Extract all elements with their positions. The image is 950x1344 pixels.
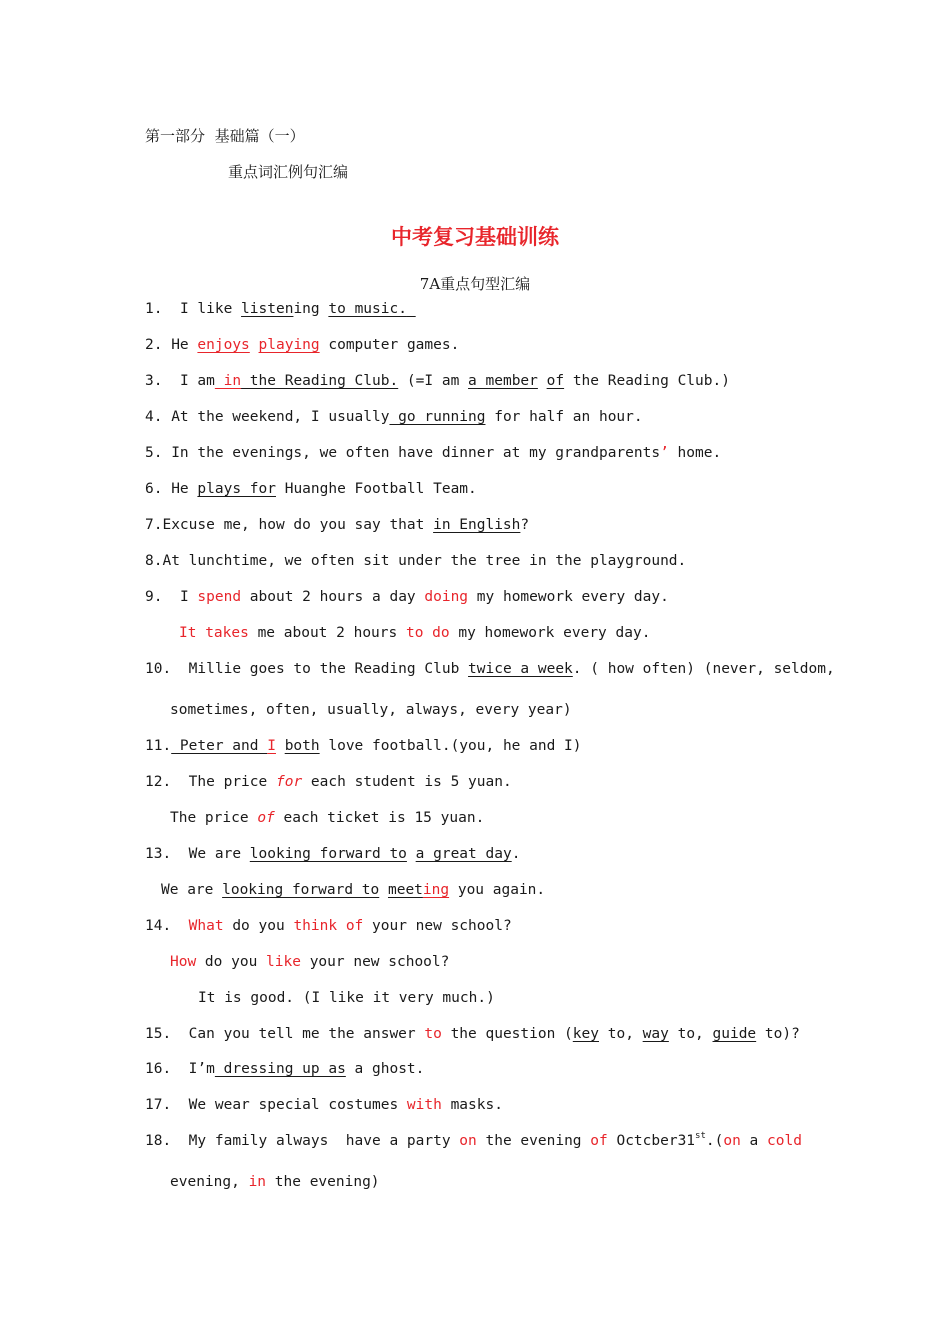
text-fragment: 18. [145, 1133, 172, 1149]
text-fragment: a ghost. [345, 1061, 425, 1077]
text-fragment [407, 301, 416, 317]
sentence-15 [145, 1024, 800, 1044]
text-fragment: My family always have a party [188, 1133, 460, 1149]
text-fragment: 6. [145, 481, 163, 497]
sentence-13 [145, 844, 520, 864]
text-fragment: He [171, 481, 198, 497]
sentence-14-answer [198, 988, 495, 1008]
part-heading [145, 126, 305, 146]
text-fragment: to music. [328, 301, 407, 317]
text-fragment: me about 2 hours [248, 625, 406, 641]
text-fragment: looking forward to [222, 882, 380, 898]
text-fragment: 1. [145, 301, 163, 317]
text-fragment: Can you tell me the answer [188, 1026, 425, 1042]
text-fragment: home. [668, 445, 722, 461]
text-fragment: What [188, 918, 224, 934]
text-fragment: It is good. (I like it very much.) [198, 990, 495, 1006]
sentence-4 [145, 407, 643, 427]
section-heading: 重点词汇例句汇编 [228, 163, 349, 181]
text-fragment: spend [197, 589, 242, 605]
text-fragment: I am [179, 373, 215, 389]
sentence-18-cont [170, 1172, 380, 1192]
text-fragment: 4. [145, 409, 163, 425]
text-fragment: plays for [197, 481, 276, 497]
text-fragment: a great day [415, 846, 512, 862]
text-fragment: 17. [145, 1097, 172, 1113]
text-fragment: 13. [145, 846, 172, 862]
sentence-5 [145, 443, 721, 463]
text-fragment: 10. [145, 661, 172, 677]
text-fragment: to, [599, 1026, 643, 1042]
sentence-7 [145, 515, 529, 535]
text-fragment: 5. [145, 445, 163, 461]
text-fragment: in [248, 1174, 267, 1190]
text-fragment: dressing up as [214, 1061, 346, 1077]
text-fragment: with [406, 1097, 442, 1113]
text-fragment: . [511, 846, 521, 862]
text-fragment: a member [468, 373, 538, 389]
text-fragment: do you [196, 954, 267, 970]
text-fragment: my homework every day. [468, 589, 669, 605]
text-fragment: to do [405, 625, 450, 641]
text-fragment: 16. [145, 1061, 172, 1077]
text-fragment: We are [161, 882, 223, 898]
text-fragment: We wear special costumes [188, 1097, 407, 1113]
text-fragment: 12. [145, 774, 172, 790]
text-fragment: you again. [449, 882, 546, 898]
text-fragment: 7. [145, 517, 163, 533]
sentence-10-cont [170, 700, 572, 720]
text-fragment: He [171, 337, 198, 353]
text-fragment: your new school? [363, 918, 512, 934]
text-fragment: listen [241, 301, 294, 317]
text-fragment: ? [520, 517, 530, 533]
text-fragment: Millie goes to the Reading Club [188, 661, 469, 677]
text-fragment: . ( how often) (never, seldom, [572, 661, 835, 677]
text-fragment: Huanghe Football Team. [275, 481, 477, 497]
sentence-8 [145, 551, 686, 571]
text-fragment: the Reading Club.) [564, 373, 730, 389]
text-fragment: ing [293, 301, 320, 317]
text-fragment: masks. [441, 1097, 503, 1113]
text-fragment: of [590, 1133, 608, 1149]
text-fragment: cold [767, 1133, 802, 1149]
text-fragment: way [642, 1026, 669, 1042]
text-fragment: to)? [756, 1026, 800, 1042]
document-title: 中考复习基础训练 [391, 225, 559, 249]
sentence-14-alt [170, 952, 449, 972]
text-fragment: playing [258, 337, 320, 353]
sentence-1 [145, 299, 416, 319]
text-fragment: to, [668, 1026, 713, 1042]
sentence-3 [145, 371, 730, 391]
text-fragment: for [275, 774, 303, 790]
text-fragment: We are [188, 846, 250, 862]
sentence-2 [145, 335, 459, 355]
text-fragment: 11. [145, 738, 172, 754]
text-fragment: 14. [145, 918, 172, 934]
sentence-9-alt [179, 623, 650, 643]
document-subtitle: 7A重点句型汇编 [419, 275, 531, 293]
text-fragment: 9. [145, 589, 163, 605]
sentence-16 [145, 1059, 424, 1079]
sentence-10 [145, 659, 835, 679]
text-fragment: I [267, 738, 276, 754]
text-fragment: In the evenings, we often have dinner at my grandparents [171, 445, 661, 461]
text-fragment: At the weekend, I usually [171, 409, 390, 425]
text-fragment: the Reading Club. [241, 373, 399, 389]
text-fragment: like [266, 954, 301, 970]
text-fragment: love football.(you, he and I) [319, 738, 582, 754]
text-fragment: go running [389, 409, 486, 425]
text-fragment [407, 846, 416, 862]
text-fragment: I like [179, 301, 242, 317]
text-fragment: The price [170, 810, 258, 826]
text-fragment: 3. [145, 373, 163, 389]
text-fragment: each student is 5 yuan. [302, 774, 512, 790]
text-fragment: my homework every day. [449, 625, 651, 641]
text-fragment: key [572, 1026, 599, 1042]
text-fragment: st [695, 1131, 706, 1141]
text-fragment: The price [188, 774, 276, 790]
text-fragment: computer games. [319, 337, 460, 353]
text-fragment: 8. [145, 553, 163, 569]
text-fragment: meet [387, 882, 423, 898]
text-fragment: sometimes, often, usually, always, every year) [170, 702, 572, 718]
text-fragment: 2. [145, 337, 163, 353]
text-fragment: for half an hour. [485, 409, 643, 425]
text-fragment: ’ [660, 445, 669, 461]
sentence-12 [145, 772, 512, 792]
text-fragment: think of [293, 918, 364, 934]
text-fragment: both [284, 738, 320, 754]
sentence-18 [145, 1131, 802, 1151]
text-fragment: looking forward to [249, 846, 407, 862]
text-fragment: evening, [170, 1174, 249, 1190]
text-fragment: enjoys [197, 337, 250, 353]
text-fragment: the evening [476, 1133, 591, 1149]
sentence-9 [145, 587, 669, 607]
sentence-12-alt [170, 808, 484, 828]
text-fragment: on [459, 1133, 477, 1149]
text-fragment: the question ( [441, 1026, 573, 1042]
text-fragment: the evening) [266, 1174, 380, 1190]
sentence-6 [145, 479, 477, 499]
text-fragment [538, 373, 547, 389]
text-fragment [250, 337, 259, 353]
text-fragment: It takes [179, 625, 249, 641]
text-fragment: to [424, 1026, 442, 1042]
text-fragment: 15. [145, 1026, 172, 1042]
part-title: 基础篇（一） [214, 127, 305, 145]
text-fragment: in English [433, 517, 521, 533]
text-fragment: each ticket is 15 yuan. [274, 810, 485, 826]
sentence-11 [145, 736, 582, 756]
sentence-14 [145, 916, 512, 936]
text-fragment: guide [712, 1026, 757, 1042]
text-fragment: twice a week [468, 661, 573, 677]
text-fragment: How [170, 954, 197, 970]
text-fragment: I [179, 589, 198, 605]
text-fragment: I’m [188, 1061, 215, 1077]
text-fragment: do you [223, 918, 294, 934]
text-fragment: in [214, 373, 242, 389]
text-fragment [379, 882, 388, 898]
text-fragment [276, 738, 285, 754]
text-fragment: (=I am [398, 373, 469, 389]
text-fragment: your new school? [300, 954, 450, 970]
text-fragment: about 2 hours a day [241, 589, 425, 605]
text-fragment: ing [422, 882, 450, 898]
text-fragment: a [740, 1133, 768, 1149]
text-fragment: Octcber31 [607, 1133, 696, 1149]
text-fragment: of [257, 810, 275, 826]
text-fragment: of [546, 373, 565, 389]
text-fragment: Excuse me, how do you say that [162, 517, 434, 533]
text-fragment: on [723, 1133, 741, 1149]
text-fragment: doing [424, 589, 469, 605]
sentence-13-alt [161, 880, 545, 900]
text-fragment: Peter and [171, 738, 268, 754]
part-label: 第一部分 [145, 127, 206, 145]
sentence-17 [145, 1095, 503, 1115]
text-fragment: .( [705, 1133, 724, 1149]
text-fragment: At lunchtime, we often sit under the tree in the playground. [162, 553, 687, 569]
